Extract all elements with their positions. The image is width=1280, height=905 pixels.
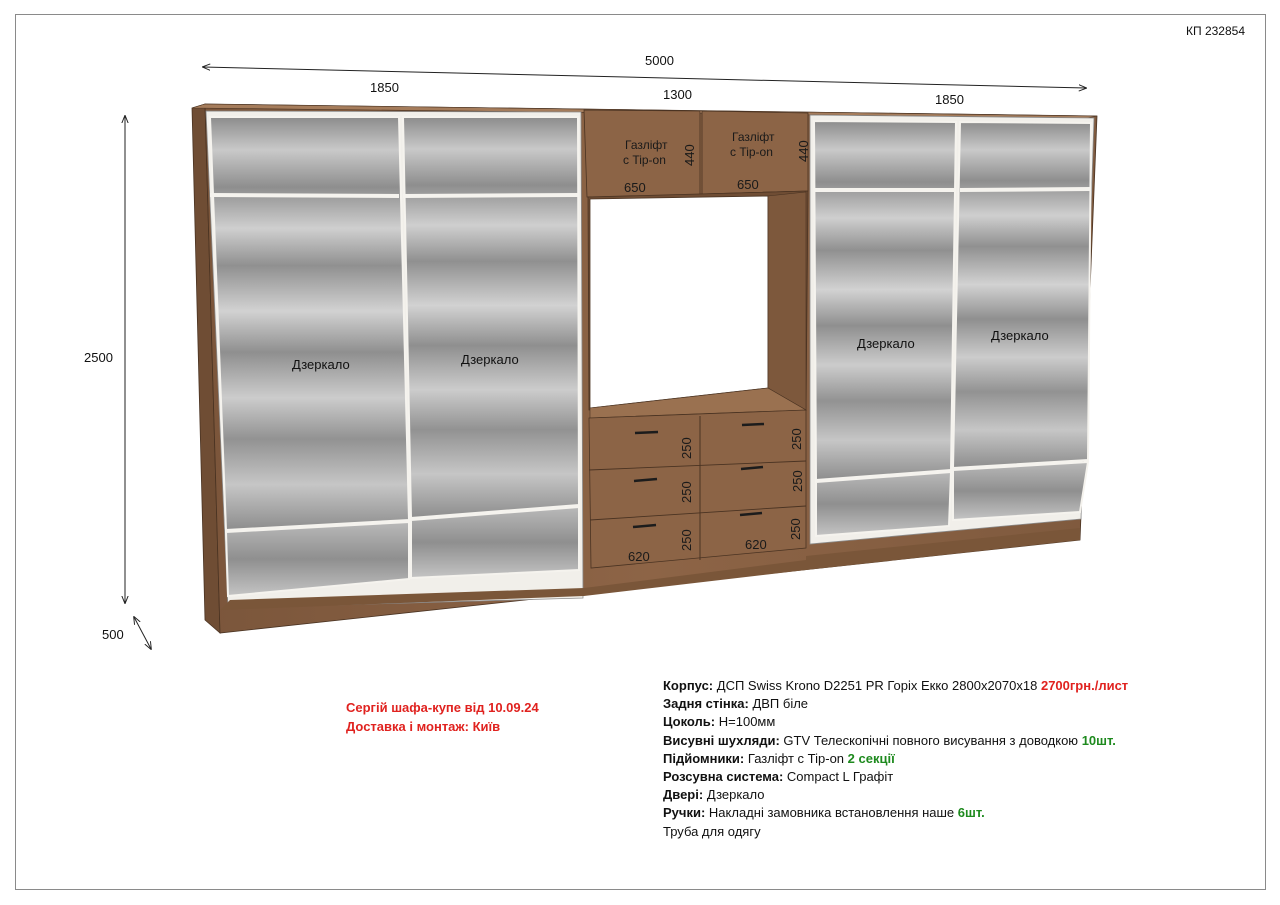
center-section <box>584 110 808 596</box>
box-2-width: 650 <box>737 177 759 192</box>
spec-back-label: Задня стінка: <box>663 696 749 712</box>
gaslift-2-line2: с Tip-on <box>730 145 773 159</box>
spec-sliding <box>663 768 1263 786</box>
drawer-width-2: 620 <box>745 537 767 552</box>
spec-lifts-count: 2 секції <box>847 750 895 766</box>
spec-body-value: ДСП Swiss Krono D2251 PR Горіх Екко 2800х2070х18 <box>716 678 1038 693</box>
drawer-height-5: 250 <box>790 470 805 492</box>
spec-doors-value: Дзеркало <box>706 787 765 803</box>
total-height: 2500 <box>84 350 113 365</box>
box-2-height: 440 <box>796 140 811 162</box>
spec-plinth <box>663 713 1263 731</box>
right-door-2 <box>953 122 1091 468</box>
spec-body <box>663 677 1263 695</box>
spec-handles-value: Накладні замовника встановлення наше <box>708 805 955 821</box>
spec-drawers-count: 10шт. <box>1081 732 1116 748</box>
spec-doors-label: Двері: <box>663 787 704 803</box>
spec-sliding-value: Compact L Графіт <box>786 769 894 785</box>
spec-drawers-value: GTV Телескопічні повного висування з доводкою <box>783 732 1079 748</box>
depth: 500 <box>102 627 124 642</box>
client-note <box>346 699 539 736</box>
mirror-label-4: Дзеркало <box>991 328 1049 343</box>
spec-rail: Труба для одягу <box>663 823 761 839</box>
spec-drawers-label: Висувні шухляди: <box>663 732 780 748</box>
gaslift-1-line2: с Tip-on <box>623 153 666 167</box>
right-section <box>806 115 1094 570</box>
drawer-height-2: 250 <box>679 481 694 503</box>
right-width: 1850 <box>935 92 964 107</box>
drawer-width-1: 620 <box>628 549 650 564</box>
box-1-height: 440 <box>682 144 697 166</box>
spec-back <box>663 695 1263 713</box>
spec-doors <box>663 786 1263 804</box>
mirror-label-3: Дзеркало <box>857 336 915 351</box>
left-section <box>206 111 584 610</box>
spec-body-label: Корпус: <box>663 678 714 693</box>
client-line-1: Сергій шафа-купе від 10.09.24 <box>346 700 539 715</box>
spec-drawers <box>663 732 1263 750</box>
box-1-width: 650 <box>624 180 646 195</box>
mirror-label-2: Дзеркало <box>461 352 519 367</box>
spec-lifts <box>663 750 1263 768</box>
drawer-height-6: 250 <box>788 518 803 540</box>
spec-list <box>663 677 1263 841</box>
spec-handles <box>663 804 1263 822</box>
drawer-height-3: 250 <box>679 529 694 551</box>
center-width: 1300 <box>663 87 692 102</box>
spec-sliding-label: Розсувна система: <box>663 769 784 785</box>
mirror-label-1: Дзеркало <box>292 357 350 372</box>
spec-plinth-value: Н=100мм <box>718 714 776 730</box>
spec-lifts-label: Підйомники: <box>663 750 745 766</box>
spec-handles-count: 6шт. <box>957 805 985 821</box>
spec-handles-label: Ручки: <box>663 805 706 821</box>
left-width: 1850 <box>370 80 399 95</box>
spec-back-value: ДВП біле <box>752 696 809 712</box>
total-width: 5000 <box>645 53 674 68</box>
left-door-2 <box>403 117 579 518</box>
gaslift-1-line1: Газліфт <box>625 138 668 152</box>
right-door-1 <box>814 121 956 480</box>
drawer-height-1: 250 <box>679 437 694 459</box>
left-door-1 <box>210 117 409 530</box>
spec-body-price: 2700грн./лист <box>1040 678 1129 693</box>
client-line-2: Доставка і монтаж: Київ <box>346 718 501 734</box>
drawer-height-4: 250 <box>789 428 804 450</box>
gaslift-2-line1: Газліфт <box>732 130 775 144</box>
spec-plinth-label: Цоколь: <box>663 714 716 730</box>
spec-lifts-value: Газліфт с Tip-on <box>747 750 845 766</box>
order-code: КП 232854 <box>1186 24 1245 38</box>
